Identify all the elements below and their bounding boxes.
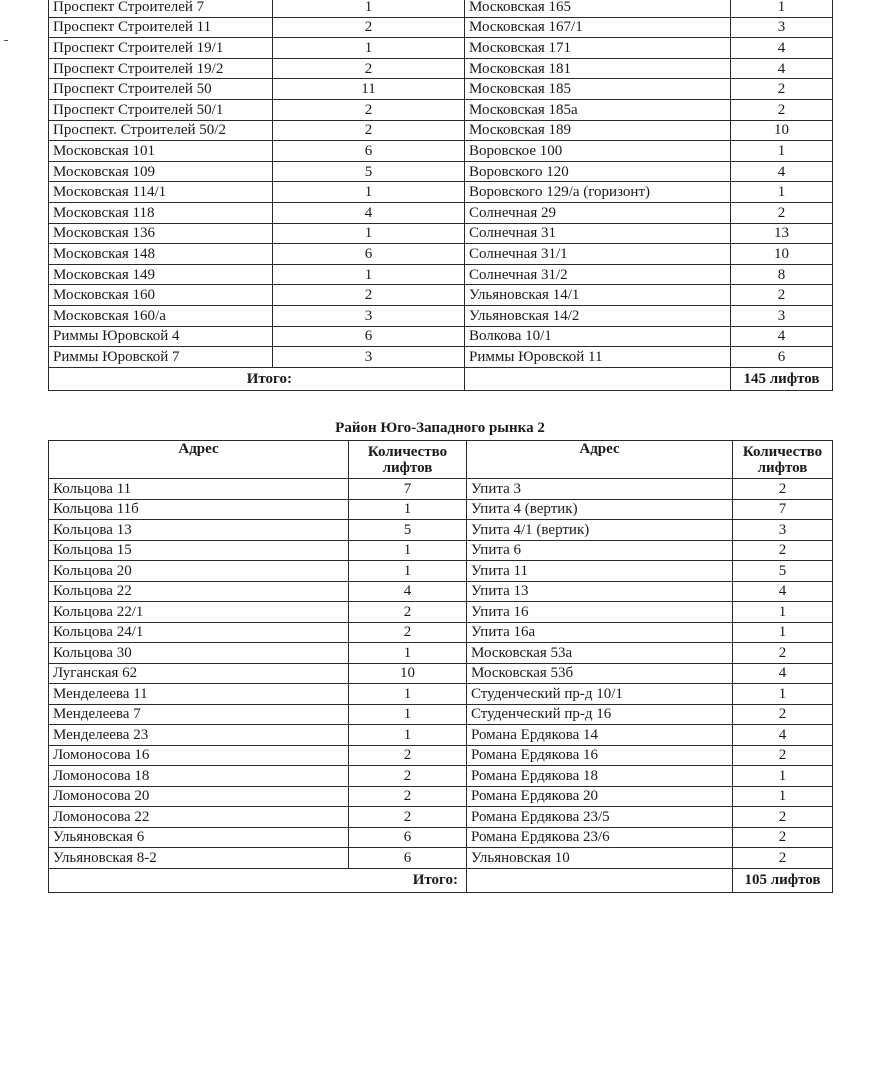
- address-cell: Упита 16а: [467, 622, 733, 643]
- table-row: [49, 326, 833, 347]
- table-row: [49, 141, 833, 162]
- address-cell: Ломоносова 16: [49, 745, 349, 766]
- address-cell: Московская 160/а: [49, 305, 273, 326]
- table-row: [49, 161, 833, 182]
- address-cell: Ломоносова 20: [49, 786, 349, 807]
- count-cell: 4: [731, 58, 833, 79]
- address-cell: Романа Ердякова 16: [467, 745, 733, 766]
- count-cell: 4: [731, 161, 833, 182]
- address-cell: Воровского 120: [465, 161, 731, 182]
- count-cell: 3: [273, 305, 465, 326]
- table-row: [49, 202, 833, 223]
- address-cell: Московская 185а: [465, 99, 731, 120]
- count-cell: 4: [731, 326, 833, 347]
- count-cell: 1: [733, 766, 833, 787]
- count-cell: 1: [731, 141, 833, 162]
- count-cell: 5: [349, 520, 467, 541]
- table-row: [49, 848, 833, 869]
- address-cell: Солнечная 29: [465, 202, 731, 223]
- table-row: [49, 827, 833, 848]
- top-elevator-table: [48, 0, 833, 391]
- table-row: [49, 305, 833, 326]
- count-cell: 1: [733, 622, 833, 643]
- table-row: [49, 285, 833, 306]
- address-cell: Московская 136: [49, 223, 273, 244]
- address-cell: Московская 53б: [467, 663, 733, 684]
- address-cell: Проспект Строителей 50: [49, 79, 273, 100]
- count-cell: 1: [349, 499, 467, 520]
- table-row: [49, 120, 833, 141]
- count-cell: 1: [731, 182, 833, 203]
- address-cell: Ломоносова 22: [49, 807, 349, 828]
- count-cell: 1: [273, 264, 465, 285]
- count-cell: 2: [733, 848, 833, 869]
- address-cell: Кольцова 22/1: [49, 602, 349, 623]
- table-row: [49, 0, 833, 17]
- table-row: [49, 520, 833, 541]
- count-cell: 5: [733, 561, 833, 582]
- table-row: [49, 704, 833, 725]
- address-cell: Проспект Строителей 11: [49, 17, 273, 38]
- table-row: [49, 244, 833, 265]
- address-cell: Московская 171: [465, 38, 731, 59]
- count-cell: 2: [349, 786, 467, 807]
- address-cell: Московская 181: [465, 58, 731, 79]
- address-cell: Риммы Юровской 11: [465, 347, 731, 368]
- top-total-row: [49, 367, 833, 390]
- count-cell: 1: [731, 0, 833, 17]
- address-cell: Московская 149: [49, 264, 273, 285]
- count-cell: 4: [731, 38, 833, 59]
- count-cell: 1: [349, 704, 467, 725]
- count-cell: 2: [273, 285, 465, 306]
- address-cell: Романа Ердякова 18: [467, 766, 733, 787]
- count-cell: 2: [273, 99, 465, 120]
- count-cell: 7: [733, 499, 833, 520]
- address-cell: Ульяновская 6: [49, 827, 349, 848]
- address-cell: Менделеева 23: [49, 725, 349, 746]
- top-table-body: [49, 0, 833, 367]
- table-row: [49, 479, 833, 500]
- top-total-label: Итого:: [49, 367, 465, 390]
- count-cell: 1: [349, 643, 467, 664]
- count-cell: 2: [731, 202, 833, 223]
- table-row: [49, 58, 833, 79]
- count-cell: 1: [273, 182, 465, 203]
- bottom-total-row: [49, 868, 833, 892]
- header-count-right: Количество лифтов: [733, 441, 833, 479]
- count-cell: 1: [273, 38, 465, 59]
- address-cell: Московская 185: [465, 79, 731, 100]
- header-row: [49, 441, 833, 479]
- count-cell: 1: [733, 602, 833, 623]
- count-cell: 4: [733, 725, 833, 746]
- address-cell: Романа Ердякова 23/5: [467, 807, 733, 828]
- count-cell: 2: [733, 827, 833, 848]
- count-cell: 7: [349, 479, 467, 500]
- address-cell: Воровского 129/а (горизонт): [465, 182, 731, 203]
- address-cell: Менделеева 11: [49, 684, 349, 705]
- count-cell: 6: [273, 244, 465, 265]
- address-cell: Луганская 62: [49, 663, 349, 684]
- address-cell: Ульяновская 8-2: [49, 848, 349, 869]
- count-cell: 2: [273, 17, 465, 38]
- count-cell: 2: [349, 745, 467, 766]
- count-cell: 8: [731, 264, 833, 285]
- count-cell: 6: [349, 827, 467, 848]
- count-cell: 1: [349, 684, 467, 705]
- address-cell: Проспект. Строителей 50/2: [49, 120, 273, 141]
- address-cell: Ломоносова 18: [49, 766, 349, 787]
- address-cell: Московская 167/1: [465, 17, 731, 38]
- table-row: [49, 223, 833, 244]
- table-row: [49, 561, 833, 582]
- address-cell: Упита 4/1 (вертик): [467, 520, 733, 541]
- address-cell: Кольцова 22: [49, 581, 349, 602]
- count-cell: 10: [349, 663, 467, 684]
- header-address-left: Адрес: [49, 441, 349, 479]
- table-row: [49, 622, 833, 643]
- bottom-elevator-table: [48, 440, 833, 893]
- count-cell: 6: [273, 141, 465, 162]
- table-row: [49, 581, 833, 602]
- header-address-right: Адрес: [467, 441, 733, 479]
- count-cell: 3: [273, 347, 465, 368]
- count-cell: 11: [273, 79, 465, 100]
- address-cell: Кольцова 20: [49, 561, 349, 582]
- address-cell: Проспект Строителей 19/2: [49, 58, 273, 79]
- count-cell: 2: [733, 540, 833, 561]
- count-cell: 4: [273, 202, 465, 223]
- count-cell: 3: [731, 305, 833, 326]
- address-cell: Проспект Строителей 50/1: [49, 99, 273, 120]
- count-cell: 5: [273, 161, 465, 182]
- table-row: [49, 786, 833, 807]
- header-count-left: Количество лифтов: [349, 441, 467, 479]
- count-cell: 6: [349, 848, 467, 869]
- count-cell: 2: [731, 285, 833, 306]
- count-cell: 3: [731, 17, 833, 38]
- address-cell: Студенческий пр-д 10/1: [467, 684, 733, 705]
- address-cell: Волкова 10/1: [465, 326, 731, 347]
- count-cell: 2: [273, 58, 465, 79]
- address-cell: Московская 189: [465, 120, 731, 141]
- address-cell: Упита 6: [467, 540, 733, 561]
- count-cell: 2: [349, 602, 467, 623]
- address-cell: Упита 4 (вертик): [467, 499, 733, 520]
- count-cell: 1: [349, 540, 467, 561]
- count-cell: 13: [731, 223, 833, 244]
- count-cell: 2: [733, 704, 833, 725]
- count-cell: 2: [731, 79, 833, 100]
- table-row: [49, 99, 833, 120]
- table-row: [49, 264, 833, 285]
- count-cell: 1: [273, 223, 465, 244]
- table-row: [49, 17, 833, 38]
- count-cell: 4: [733, 581, 833, 602]
- table-row: [49, 79, 833, 100]
- address-cell: Кольцова 24/1: [49, 622, 349, 643]
- address-cell: Кольцова 30: [49, 643, 349, 664]
- address-cell: Упита 11: [467, 561, 733, 582]
- address-cell: Московская 148: [49, 244, 273, 265]
- count-cell: 2: [733, 479, 833, 500]
- address-cell: Упита 3: [467, 479, 733, 500]
- table-row: [49, 745, 833, 766]
- count-cell: 1: [273, 0, 465, 17]
- count-cell: 4: [733, 663, 833, 684]
- table-row: [49, 725, 833, 746]
- margin-mark: [4, 40, 8, 41]
- address-cell: Кольцова 11: [49, 479, 349, 500]
- count-cell: 6: [273, 326, 465, 347]
- address-cell: Ульяновская 14/2: [465, 305, 731, 326]
- address-cell: Московская 109: [49, 161, 273, 182]
- table-row: [49, 684, 833, 705]
- table-row: [49, 499, 833, 520]
- count-cell: 3: [733, 520, 833, 541]
- address-cell: Ульяновская 14/1: [465, 285, 731, 306]
- count-cell: 2: [273, 120, 465, 141]
- table-row: [49, 38, 833, 59]
- address-cell: Риммы Юровской 7: [49, 347, 273, 368]
- count-cell: 2: [733, 745, 833, 766]
- address-cell: Ульяновская 10: [467, 848, 733, 869]
- count-cell: 2: [349, 622, 467, 643]
- bottom-table-body: [49, 479, 833, 869]
- table-row: [49, 347, 833, 368]
- count-cell: 1: [733, 786, 833, 807]
- address-cell: Упита 13: [467, 581, 733, 602]
- section-caption: Район Юго-Западного рынка 2: [335, 420, 545, 436]
- count-cell: 2: [349, 807, 467, 828]
- address-cell: Московская 53а: [467, 643, 733, 664]
- count-cell: 1: [349, 725, 467, 746]
- count-cell: 6: [731, 347, 833, 368]
- count-cell: 4: [349, 581, 467, 602]
- address-cell: Проспект Строителей 7: [49, 0, 273, 17]
- table-row: [49, 602, 833, 623]
- table-row: [49, 540, 833, 561]
- count-cell: 1: [733, 684, 833, 705]
- count-cell: 1: [349, 561, 467, 582]
- address-cell: Студенческий пр-д 16: [467, 704, 733, 725]
- address-cell: Московская 114/1: [49, 182, 273, 203]
- address-cell: Романа Ердякова 14: [467, 725, 733, 746]
- table-row: [49, 663, 833, 684]
- address-cell: Солнечная 31/1: [465, 244, 731, 265]
- address-cell: Московская 160: [49, 285, 273, 306]
- count-cell: 2: [349, 766, 467, 787]
- table-row: [49, 182, 833, 203]
- address-cell: Московская 118: [49, 202, 273, 223]
- count-cell: 2: [733, 643, 833, 664]
- address-cell: Упита 16: [467, 602, 733, 623]
- address-cell: Воровское 100: [465, 141, 731, 162]
- address-cell: Романа Ердякова 23/6: [467, 827, 733, 848]
- top-total-value: 145 лифтов: [731, 367, 833, 390]
- count-cell: 10: [731, 244, 833, 265]
- count-cell: 2: [731, 99, 833, 120]
- address-cell: Кольцова 13: [49, 520, 349, 541]
- address-cell: Риммы Юровской 4: [49, 326, 273, 347]
- address-cell: Московская 101: [49, 141, 273, 162]
- address-cell: Солнечная 31: [465, 223, 731, 244]
- table-row: [49, 766, 833, 787]
- address-cell: Солнечная 31/2: [465, 264, 731, 285]
- address-cell: Романа Ердякова 20: [467, 786, 733, 807]
- address-cell: Кольцова 15: [49, 540, 349, 561]
- count-cell: 10: [731, 120, 833, 141]
- bottom-total-label: Итого:: [49, 868, 467, 892]
- table-row: [49, 807, 833, 828]
- count-cell: 2: [733, 807, 833, 828]
- address-cell: Московская 165: [465, 0, 731, 17]
- table-row: [49, 643, 833, 664]
- address-cell: Проспект Строителей 19/1: [49, 38, 273, 59]
- address-cell: Менделеева 7: [49, 704, 349, 725]
- bottom-total-value: 105 лифтов: [733, 868, 833, 892]
- address-cell: Кольцова 11б: [49, 499, 349, 520]
